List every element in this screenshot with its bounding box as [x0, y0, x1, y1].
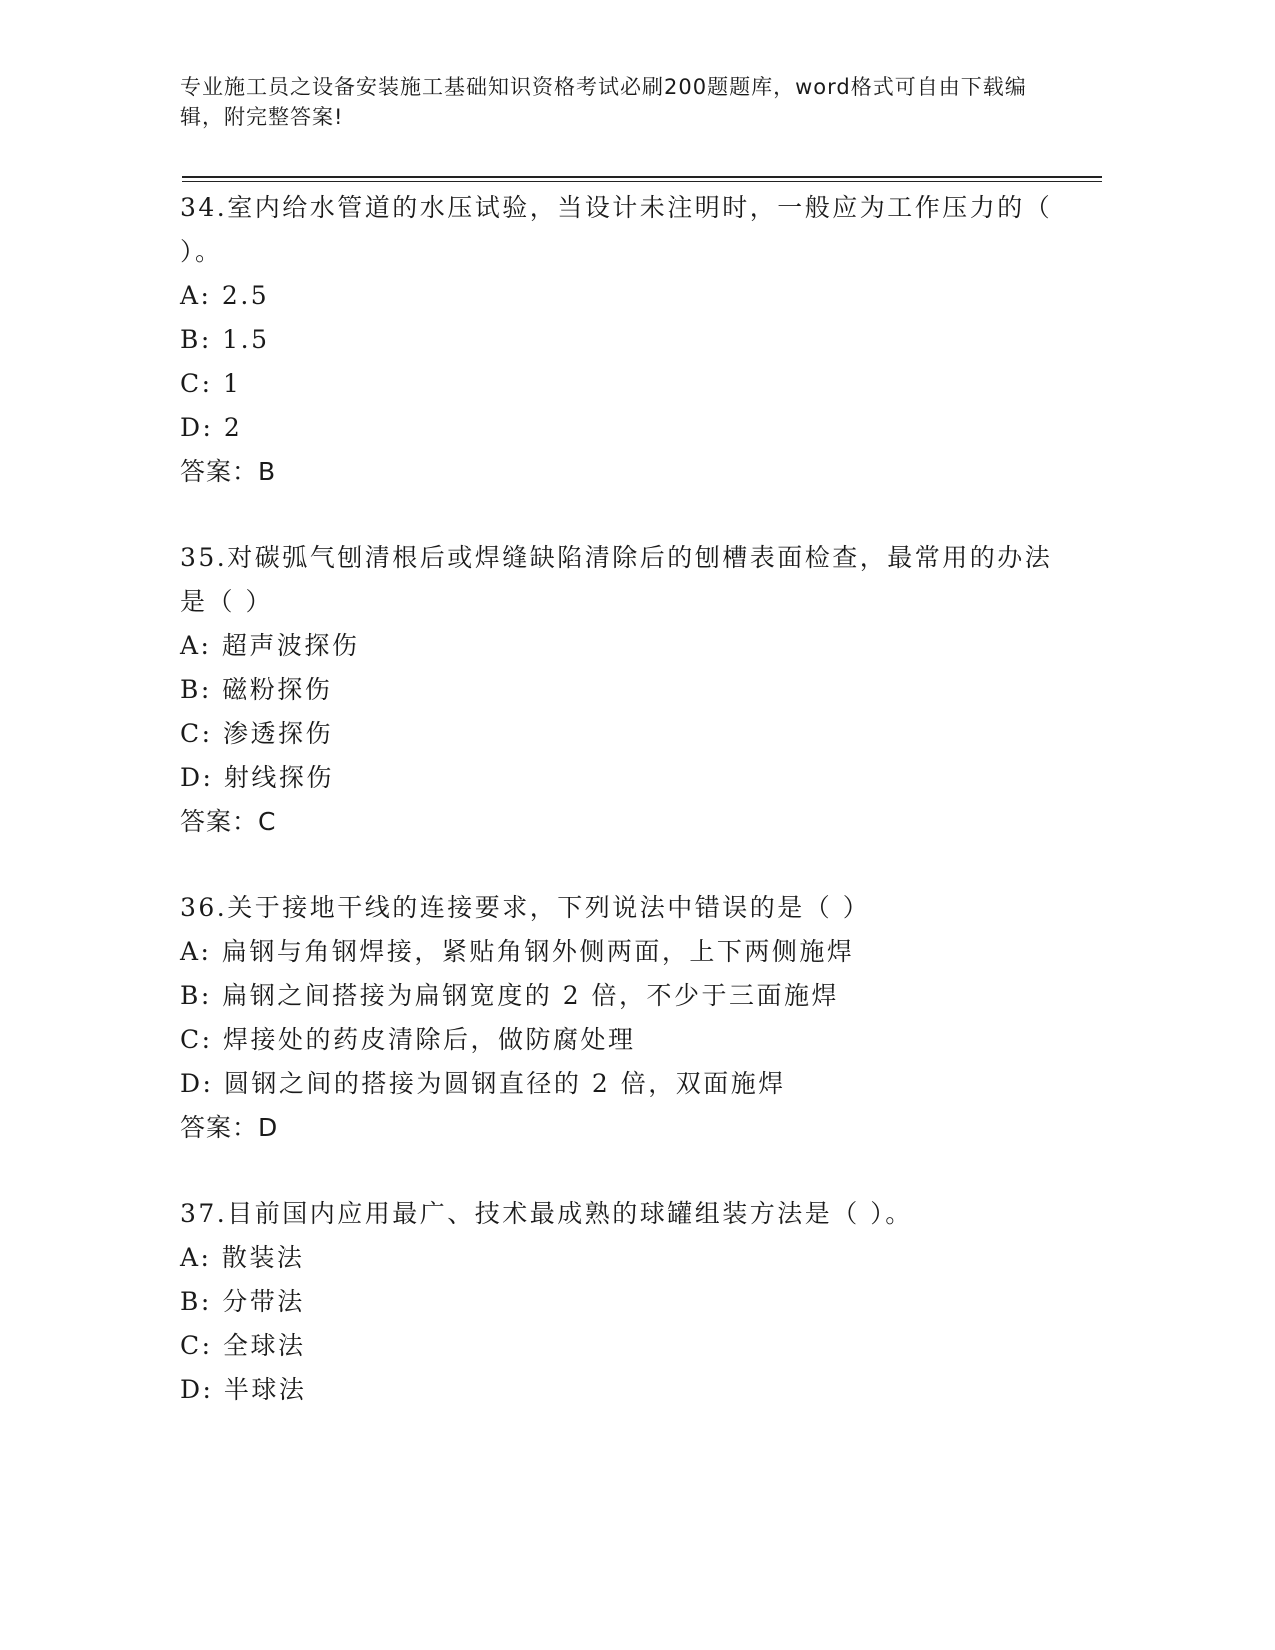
header-title: 专业施工员之设备安装施工基础知识资格考试必刷200题题库，word格式可自由下载编辑，附完整答案!: [180, 75, 1027, 129]
option-b: B: 1.5: [180, 325, 270, 354]
option-d: D: 圆钢之间的搭接为圆钢直径的 2 倍，双面施焊: [180, 1069, 786, 1098]
answer-line: 答案：C: [180, 807, 277, 836]
question-stem: 37.目前国内应用最广、技术最成熟的球罐组装方法是（ ）。: [180, 1199, 913, 1228]
option-d: D: 2: [180, 413, 243, 442]
option-b: B: 磁粉探伤: [180, 675, 333, 704]
question-35: [180, 536, 1060, 844]
document-header: [180, 72, 1060, 132]
option-c: C: 焊接处的药皮清除后，做防腐处理: [180, 1025, 636, 1054]
option-c: C: 全球法: [180, 1331, 306, 1360]
question-stem: 36.关于接地干线的连接要求，下列说法中错误的是（ ）: [180, 893, 871, 922]
option-a: A: 超声波探伤: [180, 631, 360, 660]
question-36: [180, 886, 1060, 1150]
option-b: B: 分带法: [180, 1287, 305, 1316]
option-a: A: 散装法: [180, 1243, 305, 1272]
question-34: [180, 186, 1060, 494]
question-stem: 35.对碳弧气刨清根后或焊缝缺陷清除后的刨槽表面检查，最常用的办法是（ ）: [180, 543, 1053, 616]
header-divider-thin: [182, 181, 1102, 182]
option-a: A: 扁钢与角钢焊接，紧贴角钢外侧两面，上下两侧施焊: [180, 937, 855, 966]
question-list: [180, 186, 1060, 1454]
question-37: [180, 1192, 1060, 1412]
option-c: C: 1: [180, 369, 242, 398]
question-stem: 34.室内给水管道的水压试验，当设计未注明时，一般应为工作压力的（ ）。: [180, 193, 1053, 266]
option-b: B: 扁钢之间搭接为扁钢宽度的 2 倍，不少于三面施焊: [180, 981, 840, 1010]
option-d: D: 射线探伤: [180, 763, 334, 792]
header-divider: [182, 176, 1102, 178]
option-c: C: 渗透探伤: [180, 719, 333, 748]
answer-line: 答案：D: [180, 1113, 279, 1142]
option-a: A: 2.5: [180, 281, 270, 310]
answer-line: 答案：B: [180, 457, 277, 486]
option-d: D: 半球法: [180, 1375, 307, 1404]
